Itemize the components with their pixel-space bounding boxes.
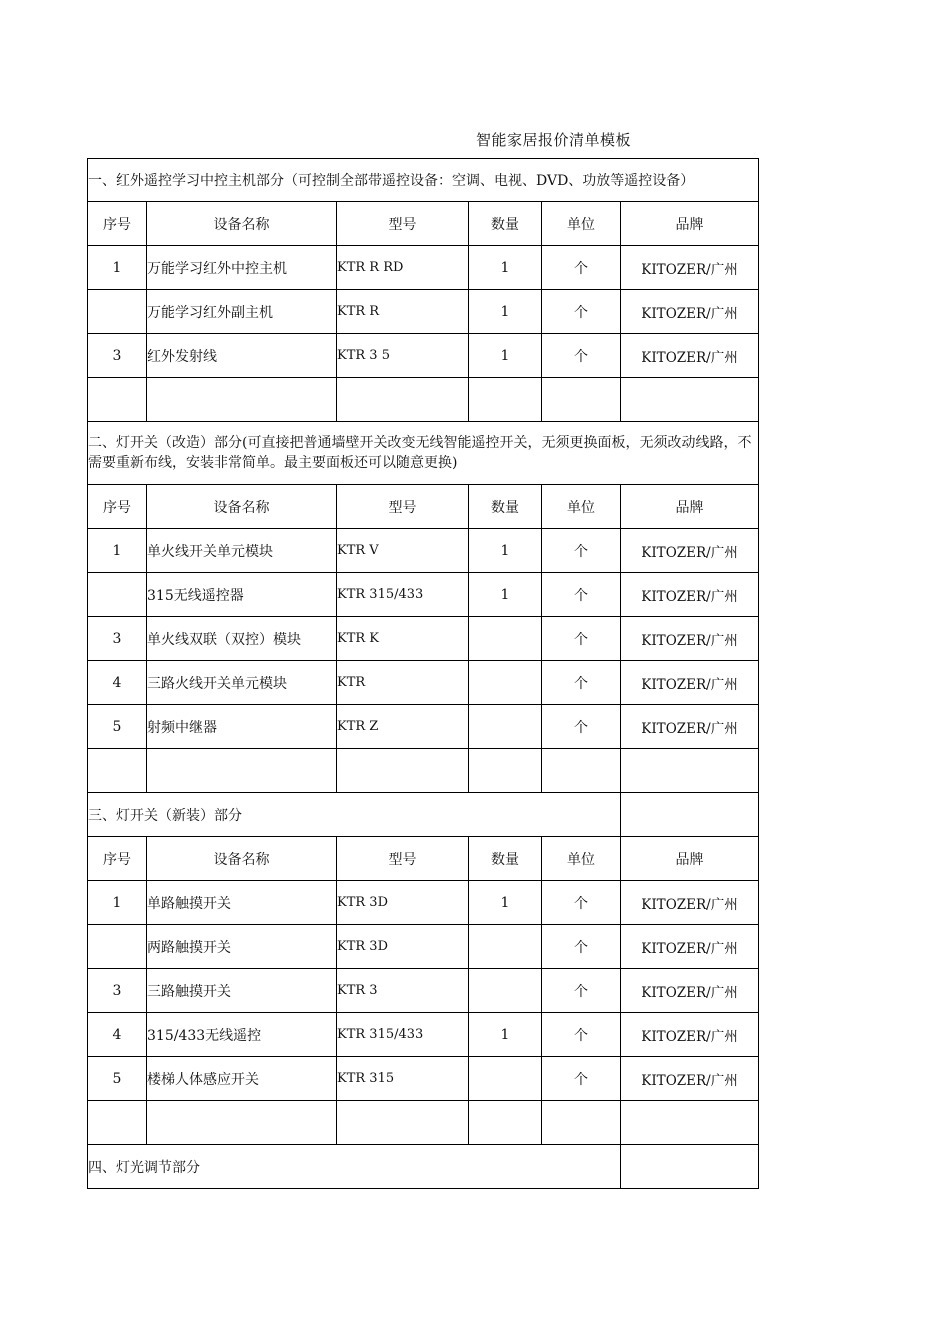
column-header: 型号 [337,485,469,529]
cell-brand: KITOZER/广州 [621,573,759,617]
cell-model: KTR 315/433 [337,573,469,617]
cell-unit [542,749,621,793]
column-header: 序号 [88,485,147,529]
cell-brand: KITOZER/广州 [621,881,759,925]
cell-no [88,378,147,422]
cell-model: KTR 3 5 [337,334,469,378]
cell-unit: 个 [542,573,621,617]
cell-unit: 个 [542,246,621,290]
cell-model: KTR 3 [337,969,469,1013]
cell-name [147,1101,337,1145]
cell-model [337,1101,469,1145]
cell-name: 315无线遥控器 [147,573,337,617]
cell-no: 1 [88,246,147,290]
cell-no: 3 [88,334,147,378]
cell-qty [469,1057,542,1101]
cell-qty [469,705,542,749]
cell-brand [621,749,759,793]
cell-name: 单火线开关单元模块 [147,529,337,573]
column-header: 序号 [88,202,147,246]
column-header: 设备名称 [147,837,337,881]
cell-qty [469,925,542,969]
cell-brand: KITOZER/广州 [621,1057,759,1101]
section-heading-row [88,158,759,202]
table-row [88,334,759,378]
table-row [88,925,759,969]
column-header: 设备名称 [147,202,337,246]
cell-name [147,749,337,793]
cell-qty [469,617,542,661]
cell-qty [469,661,542,705]
cell-unit: 个 [542,1057,621,1101]
column-header: 序号 [88,837,147,881]
cell-no: 5 [88,1057,147,1101]
cell-no: 3 [88,969,147,1013]
cell-no: 4 [88,1013,147,1057]
table-row [88,705,759,749]
cell-brand [621,1101,759,1145]
table-row [88,969,759,1013]
cell-no: 4 [88,661,147,705]
column-header: 设备名称 [147,485,337,529]
cell-qty: 1 [469,246,542,290]
table-row [88,290,759,334]
cell-model: KTR 315 [337,1057,469,1101]
cell-qty: 1 [469,290,542,334]
section-heading-row [88,422,759,485]
table-row [88,749,759,793]
column-header: 数量 [469,485,542,529]
cell-qty: 1 [469,334,542,378]
column-header-row [88,485,759,529]
cell-unit: 个 [542,969,621,1013]
cell-name: 万能学习红外中控主机 [147,246,337,290]
column-header: 数量 [469,837,542,881]
table-row [88,378,759,422]
cell-no: 1 [88,881,147,925]
cell-no [88,1101,147,1145]
cell-brand: KITOZER/广州 [621,969,759,1013]
cell-name: 三路触摸开关 [147,969,337,1013]
cell-qty: 1 [469,573,542,617]
cell-unit: 个 [542,881,621,925]
section-heading-row [88,793,759,837]
cell-name: 射频中继器 [147,705,337,749]
cell-unit [542,378,621,422]
column-header: 单位 [542,485,621,529]
cell-model: KTR 3D [337,925,469,969]
column-header: 型号 [337,837,469,881]
cell-brand [621,378,759,422]
column-header: 单位 [542,202,621,246]
cell-name: 单路触摸开关 [147,881,337,925]
cell-unit: 个 [542,1013,621,1057]
table-row [88,1013,759,1057]
cell-unit: 个 [542,925,621,969]
cell-brand: KITOZER/广州 [621,617,759,661]
cell-name: 楼梯人体感应开关 [147,1057,337,1101]
document-title: 智能家居报价清单模板 [476,131,632,149]
cell-qty: 1 [469,529,542,573]
column-header: 型号 [337,202,469,246]
cell-model: KTR V [337,529,469,573]
table-row [88,881,759,925]
column-header: 品牌 [621,837,759,881]
cell-qty [469,378,542,422]
cell-unit [542,1101,621,1145]
cell-no [88,573,147,617]
column-header-row [88,837,759,881]
cell-qty [469,969,542,1013]
section-heading: 四、灯光调节部分 [88,1145,621,1189]
cell-model [337,378,469,422]
cell-brand: KITOZER/广州 [621,925,759,969]
table-row [88,246,759,290]
cell-model: KTR K [337,617,469,661]
cell-name: 两路触摸开关 [147,925,337,969]
cell-qty [469,1101,542,1145]
cell-brand: KITOZER/广州 [621,1013,759,1057]
cell-no [88,925,147,969]
cell-brand: KITOZER/广州 [621,246,759,290]
cell-no [88,290,147,334]
cell-no [88,749,147,793]
section-heading: 一、红外遥控学习中控主机部分（可控制全部带遥控设备：空调、电视、DVD、功放等遥控设备） [88,158,759,202]
cell-qty: 1 [469,881,542,925]
cell-qty [469,749,542,793]
cell-unit: 个 [542,334,621,378]
section-heading: 三、灯开关（新装）部分 [88,793,621,837]
cell-model: KTR 315/433 [337,1013,469,1057]
table-row [88,1057,759,1101]
cell-model [337,749,469,793]
section-heading-empty-cell [621,793,759,837]
cell-unit: 个 [542,661,621,705]
cell-qty: 1 [469,1013,542,1057]
column-header: 单位 [542,837,621,881]
section-heading: 二、灯开关（改造）部分(可直接把普通墙壁开关改变无线智能遥控开关，无须更换面板，无须改动线路，不需要重新布线，安装非常简单。最主要面板还可以随意更换) [88,422,759,485]
cell-brand: KITOZER/广州 [621,705,759,749]
section-heading-empty-cell [621,1145,759,1189]
cell-name: 万能学习红外副主机 [147,290,337,334]
cell-brand: KITOZER/广州 [621,290,759,334]
cell-model: KTR R RD [337,246,469,290]
section-heading-row [88,1145,759,1189]
cell-unit: 个 [542,705,621,749]
cell-name: 三路火线开关单元模块 [147,661,337,705]
cell-model: KTR Z [337,705,469,749]
cell-unit: 个 [542,617,621,661]
cell-no: 5 [88,705,147,749]
table-row [88,573,759,617]
table-row [88,1101,759,1145]
cell-brand: KITOZER/广州 [621,529,759,573]
cell-name [147,378,337,422]
column-header-row [88,202,759,246]
cell-model: KTR [337,661,469,705]
table-row [88,661,759,705]
cell-brand: KITOZER/广州 [621,661,759,705]
cell-name: 红外发射线 [147,334,337,378]
column-header: 品牌 [621,202,759,246]
cell-no: 1 [88,529,147,573]
column-header: 数量 [469,202,542,246]
cell-model: KTR R [337,290,469,334]
cell-brand: KITOZER/广州 [621,334,759,378]
column-header: 品牌 [621,485,759,529]
cell-name: 单火线双联（双控）模块 [147,617,337,661]
table-row [88,529,759,573]
quotation-table [87,158,759,1189]
cell-unit: 个 [542,529,621,573]
table-row [88,617,759,661]
cell-unit: 个 [542,290,621,334]
cell-name: 315/433无线遥控 [147,1013,337,1057]
cell-no: 3 [88,617,147,661]
cell-model: KTR 3D [337,881,469,925]
